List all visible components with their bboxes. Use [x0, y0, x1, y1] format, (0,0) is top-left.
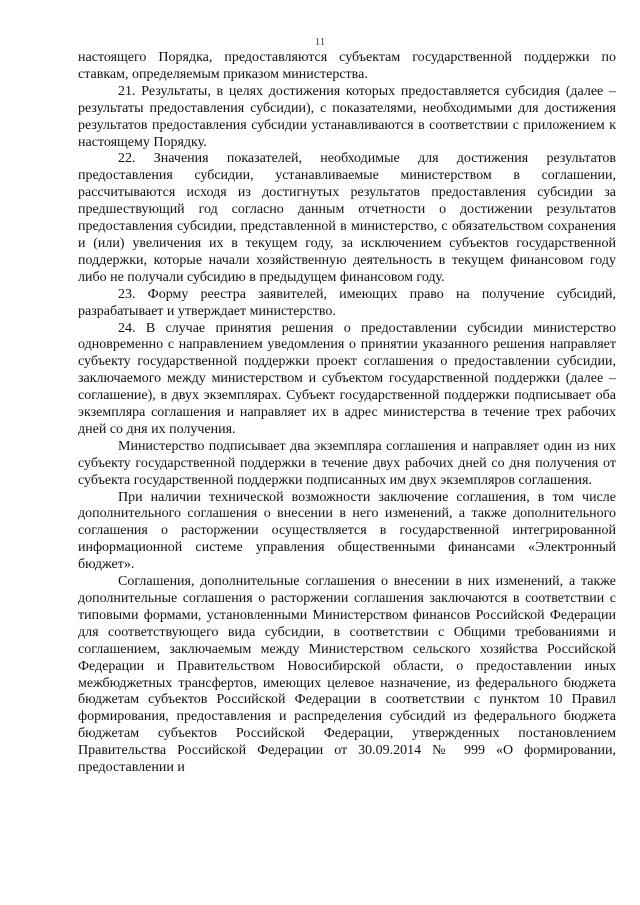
paragraph-continuation: настоящего Порядка, предоставляются субъектам государственной поддержки по ставкам, определяемым приказом министерства.	[78, 50, 616, 82]
document-body	[78, 50, 616, 777]
paragraph-agreements: Соглашения, дополнительные соглашения о внесении в них изменений, а также дополнительные соглашения о расторжении соглашения заключаются в соответствии с типовыми формами, установленными Министерством финансов Российской Федерации для соответствующего вида субсидии, в соответствии с Общими требованиями и соглашением, заключаемым между Министерством сельского хозяйства Российской Федерации и Правительством Новосибирской области, о предоставлении иных межбюджетных трансфертов, имеющих целевое назначение, из федерального бюджета бюджетам субъектов Российской Федерации в соответствии с пунктом 10 Правил формирования, предоставления и распределения субсидий из федерального бюджета бюджетам субъектов Российской Федерации, утвержденных постановлением Правительства Российской Федерации от 30.09.2014 № 999 «О формировании, предоставлении и	[78, 574, 616, 776]
paragraph-item-21: 21. Результаты, в целях достижения которых предоставляется субсидия (далее – результаты предоставления субсидии), с показателями, необходимыми для достижения результатов предоставления субсидии устанавливаются в соответствии с приложением к настоящему Порядку.	[78, 83, 616, 150]
page-number: 11	[314, 36, 326, 48]
paragraph-item-24: 24. В случае принятия решения о предоставлении субсидии министерство одновременно с направлением уведомления о принятии указанного решения направляет субъекту государственной поддержки проект соглашения о предоставлении субсидии, заключаемого между министерством и субъектом государственной поддержки (далее – соглашение), в двух экземплярах. Субъект государственной поддержки подписывает оба экземпляра соглашения и направляет их в адрес министерства в течение трех рабочих дней со дня их получения.	[78, 320, 616, 437]
paragraph-item-23: 23. Форму реестра заявителей, имеющих право на получение субсидий, разрабатывает и утверждает министерство.	[78, 286, 616, 319]
paragraph-signing: Министерство подписывает два экземпляра соглашения и направляет один из них субъекту государственной поддержки в течение двух рабочих дней со дня получения от субъекта государственной поддержки подписанных им двух экземпляров соглашения.	[78, 438, 616, 488]
paragraph-item-22: 22. Значения показателей, необходимые для достижения результатов предоставления субсидии, устанавливаемые министерством в соглашении, рассчитываются исходя из достигнутых результатов предоставления субсидии за предшествующий год согласно данным отчетности о достижении результатов предоставления субсидии, представленной в министерство, с обязательством сохранения и (или) увеличения их в текущем году, за исключением субъектов государственной поддержки, которые начали хозяйственную деятельность в текущем финансовом году либо не получали субсидию в предыдущем финансовом году.	[78, 151, 616, 285]
paragraph-electronic-budget: При наличии технической возможности заключение соглашения, в том числе дополнительного соглашения о внесении в него изменений, а также дополнительного соглашения о расторжении осуществляется в государственной интегрированной информационной системе управления общественными финансами «Электронный бюджет».	[78, 489, 616, 573]
